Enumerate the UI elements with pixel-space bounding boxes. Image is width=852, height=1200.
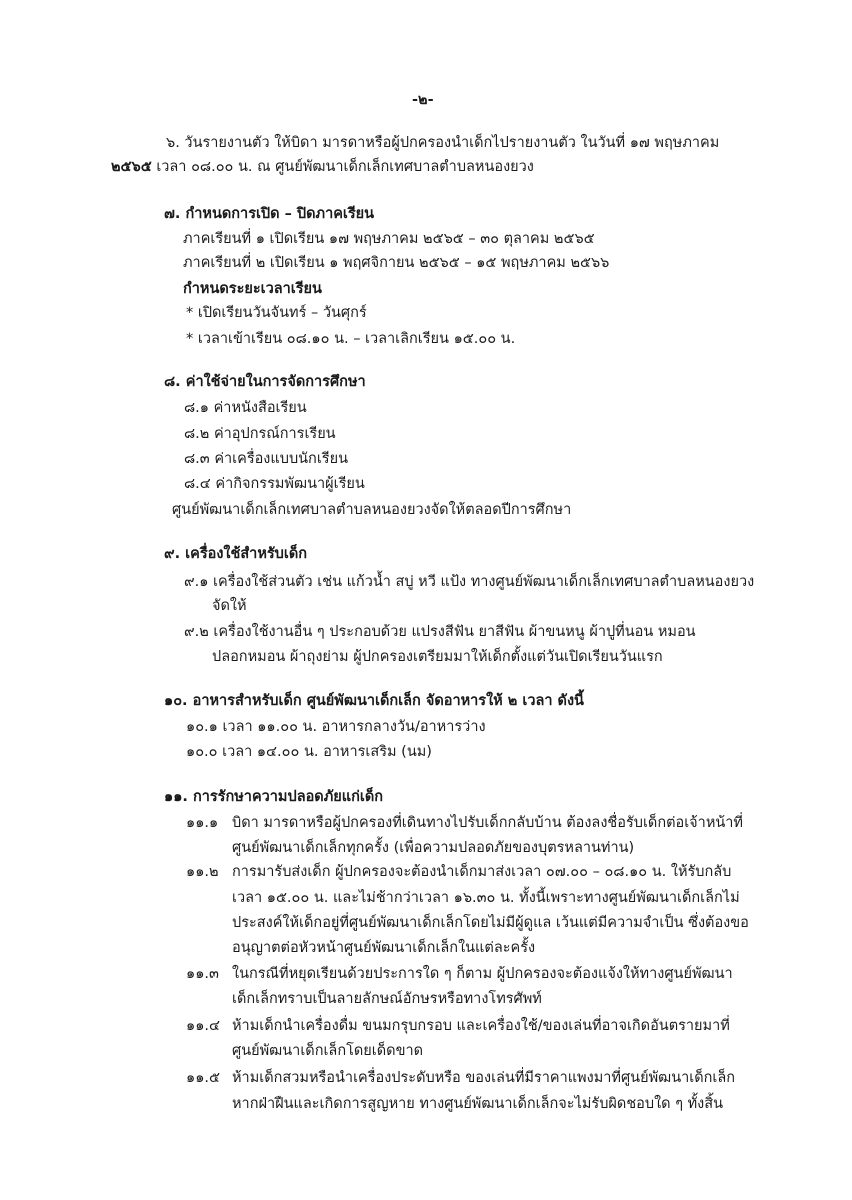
sec10-item1: ๑๐.๑ เวลา ๑๑.๐๐ น. อาหารกลางวัน/อาหารว่าง [186,719,486,735]
sec7-subheading: กำหนดระยะเวลาเรียน [183,281,322,297]
sec9-item1-line2: จัดให้ [212,598,247,614]
sec11-heading: ๑๑. การรักษาความปลอดภัยแก่เด็ก [164,789,384,805]
sec11-item3-line2: เด็กเล็กทราบเป็นลายลักษณ์อักษรหรือทางโทรศัพท์ [232,991,542,1007]
sec9-item2-line1: ๙.๒ เครื่องใช้งานอื่น ๆ ประกอบด้วย แปรงสีฟัน ยาสีฟัน ผ้าขนหนู ผ้าปูที่นอน หมอน [184,624,696,640]
sec11-item1-line2: ศูนย์พัฒนาเด็กเล็กทุกครั้ง (เพื่อความปลอดภัยของบุตรหลานท่าน) [232,840,635,856]
sec11-item2-number: ๑๑.๒ [186,864,219,880]
sec11-item3-number: ๑๑.๓ [186,966,219,982]
sec6-year: ๒๕๖๕ [111,159,152,175]
sec11-item5-number: ๑๑.๕ [186,1070,220,1086]
sec11-item2-line1: การมารับส่งเด็ก ผู้ปกครองจะต้องนำเด็กมาส่งเวลา ๐๗.๐๐ – ๐๘.๑๐ น. ให้รับกลับ [232,864,732,880]
sec10-heading: ๑๐. อาหารสำหรับเด็ก ศูนย์พัฒนาเด็กเล็ก จัดอาหารให้ ๒ เวลา ดังนี้ [164,693,584,709]
sec11-item4-number: ๑๑.๔ [186,1018,220,1034]
sec8-item: ๘.๒ ค่าอุปกรณ์การเรียน [184,426,336,442]
sec7-heading: ๗. กำหนดการเปิด – ปิดภาคเรียน [164,206,375,222]
sec7-days: * เปิดเรียนวันจันทร์ – วันศุกร์ [186,305,367,321]
sec6-line2 [111,155,534,179]
sec10-item2: ๑๐.๐ เวลา ๑๔.๐๐ น. อาหารเสริม (นม) [186,744,432,760]
sec11-item4-line1: ห้ามเด็กนำเครื่องดื่ม ขนมกรุบกรอบ และเครื่องใช้/ของเล่นที่อาจเกิดอันตรายมาที่ [232,1018,730,1034]
sec11-item3-line1: ในกรณีที่หยุดเรียนด้วยประการใด ๆ ก็ตาม ผู้ปกครองจะต้องแจ้งให้ทางศูนย์พัฒนา [232,966,733,982]
sec9-heading: ๙. เครื่องใช้สำหรับเด็ก [164,546,308,562]
sec8-heading: ๘. ค่าใช้จ่ายในการจัดการศึกษา [164,374,366,390]
sec11-item5-line1: ห้ามเด็กสวมหรือนำเครื่องประดับหรือ ของเล่นที่มีราคาแพงมาที่ศูนย์พัฒนาเด็กเล็ก [232,1070,736,1086]
sec11-item1-number: ๑๑.๑ [186,815,219,831]
sec7-term1: ภาคเรียนที่ ๑ เปิดเรียน ๑๗ พฤษภาคม ๒๕๖๕ – ๓๐ ตุลาคม ๒๕๖๕ [183,231,595,247]
sec7-times: * เวลาเข้าเรียน ๐๘.๑๐ น. – เวลาเลิกเรียน ๑๕.๐๐ น. [186,331,516,347]
sec7-term2: ภาคเรียนที่ ๒ เปิดเรียน ๑ พฤศจิกายน ๒๕๖๕ – ๑๕ พฤษภาคม ๒๕๖๖ [183,255,610,271]
sec11-item1-line1: บิดา มารดาหรือผู้ปกครองที่เดินทางไปรับเด็กกลับบ้าน ต้องลงชื่อรับเด็กต่อเจ้าหน้าที่ [232,815,743,831]
sec8-item: ๘.๓ ค่าเครื่องแบบนักเรียน [184,451,348,467]
sec8-item: ๘.๔ ค่ากิจกรรมพัฒนาผู้เรียน [184,476,365,492]
sec8-item: ๘.๑ ค่าหนังสือเรียน [184,400,307,416]
sec6-line1: ๖. วันรายงานตัว ให้บิดา มารดาหรือผู้ปกครองนำเด็กไปรายงานตัว ในวันที่ ๑๗ พฤษภาคม [166,135,720,151]
sec9-item2-line2: ปลอกหมอน ผ้าถุงย่าม ผู้ปกครองเตรียมมาให้เด็กตั้งแต่วันเปิดเรียนวันแรก [212,649,663,665]
sec11-item5-line2: หากฝ่าฝืนและเกิดการสูญหาย ทางศูนย์พัฒนาเด็กเล็กจะไม่รับผิดชอบใด ๆ ทั้งสิ้น [232,1096,723,1112]
sec8-note: ศูนย์พัฒนาเด็กเล็กเทศบาลตำบลหนองยวงจัดให้ตลอดปีการศึกษา [172,502,572,518]
sec11-item4-line2: ศูนย์พัฒนาเด็กเล็กโดยเด็ดขาด [232,1043,424,1059]
sec11-item2-line3: ประสงค์ให้เด็กอยู่ที่ศูนย์พัฒนาเด็กเล็กโดยไม่มีผู้ดูแล เว้นแต่มีความจำเป็น ซึ่งต้องขอ [232,915,749,931]
sec11-item2-line2: เวลา ๑๕.๐๐ น. และไม่ช้ากว่าเวลา ๑๖.๓๐ น. ทั้งนี้เพราะทางศูนย์พัฒนาเด็กเล็กไม่ [232,890,740,906]
sec9-item1-line1: ๙.๑ เครื่องใช้ส่วนตัว เช่น แก้วน้ำ สบู่ หวี แป้ง ทางศูนย์พัฒนาเด็กเล็กเทศบาลตำบลหนองยวง [184,574,755,590]
sec11-item2-line4: อนุญาตต่อหัวหน้าศูนย์พัฒนาเด็กเล็กในแต่ละครั้ง [232,940,536,956]
sec6-line2-text: เวลา ๐๘.๐๐ น. ณ ศูนย์พัฒนาเด็กเล็กเทศบาลตำบลหนองยวง [151,159,534,175]
page-number: -๒- [412,92,434,108]
